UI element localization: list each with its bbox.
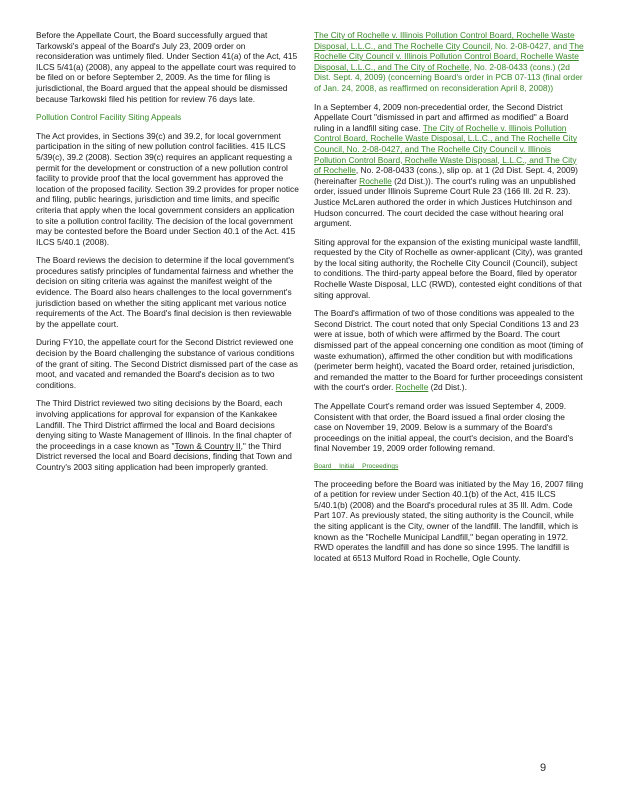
rochelle-short-link-2[interactable]: Rochelle	[395, 382, 429, 393]
board-review-paragraph: The Board reviews the decision to determine if the local government's procedures satisfy principles of fundamental fairness and whether the decision on siting criteria was against the manifest weight of the evidence. The Board also hears challenges to the local government's jurisdiction based on whether the siting applicant met various notice requirements of the Act. The Board's final decision is then reviewable by the appellate court.	[36, 255, 295, 329]
section-heading-siting-appeals: Pollution Control Facility Siting Appeals	[36, 112, 182, 123]
fy10-second-district-paragraph: During FY10, the appellate court for the Second District reviewed one decision by the Board challenging the substance of various conditions of the grant of siting. The Second District dismissed part of the case as moot, and vacated and remanded the Board's decision as to two conditions.	[36, 337, 298, 390]
appellate-argument-paragraph: Before the Appellate Court, the Board successfully argued that Tarkowski's appeal of the Board's July 23, 2009 order on reconsideration was untimely filed. Under Section 41(a) of the Act, 415 ILCS 5/41(a) (2008), any appeal to the appellate court was required to be filed on or before September 2, 2009. As the time for filing is jurisdictional, the Board argued that the appeal should be dismissed because Tarkowski filed his petition for review 76 days late.	[36, 30, 298, 104]
third-district-paragraph: The Third District reviewed two siting decisions by the Board, each involving applications for approval for expansion of the Kankakee Landfill. The Third District affirmed the local and Board decisions denying siting to Waste Management of Illinois. In the final chapter of the proceedings in a case known as "Town & Country II," the Third District reversed the local and Board decisions, finding that Town and Country's 2003 siting application had been improperly granted.	[36, 398, 292, 472]
case-citation: The City of Rochelle v. Illinois Pollution Control Board, Rochelle Waste Disposal, L.L.C., and The Rochelle City Council, No. 2-08-0427, and The Rochelle City Council v. Illinois Pollution Control Board, Rochelle Waste Disposal, L.L.C., and The City of Rochelle, No. 2-08-0433 (cons.) (2d Dist. Sept. 4, 2009) (concerning Board's order in PCB 07-113 (final order of Jan. 24, 2008, as reaffirmed on reconsideration April 8, 2008))	[314, 30, 584, 93]
board-initial-proceedings-heading: Board Initial Proceedings	[314, 462, 399, 470]
siting-approval-paragraph: Siting approval for the expansion of the existing municipal waste landfill, requested by the City of Rochelle as owner-applicant (City), was granted by the local siting authority, the Rochelle City Council (Council), subject to conditions. The third-party appeal before the Board, filed by operator Rochelle Waste Disposal, LLC (RWD), contested eight conditions of that siting approval.	[314, 236, 583, 300]
page-number: 9	[540, 762, 547, 774]
case-citation-link[interactable]: The City of Rochelle v. Illinois Pollution Control Board, Rochelle Waste Disposal, L.L.C., and The Rochelle City Council	[314, 30, 575, 51]
remand-order-paragraph: The Appellate Court's remand order was issued September 4, 2009. Consistent with that order, the Board issued a final order closing the case on November 19, 2009. Below is a summary of the Board's proceedings on the initial appeal, the court's decision, and the Board's final November 19, 2009 order following remand.	[314, 401, 574, 454]
proceeding-initiation-paragraph: The proceeding before the Board was initiated by the May 16, 2007 filing of a petition for review under Section 40.1(b) of the Act, 415 ILCS 5/40.1(b) (2008) and the Board's procedural rules at 35 Ill. Adm. Code Part 107. As previously stated, the siting authority is the Council, while the siting applicant is the City, owner of the landfill. The landfill, which is known as the "Rochelle Municipal Landfill," began operating in 1972. RWD operates the landfill and has done so since 1995. The landfill is located at 6513 Mulford Road in Rochelle, Ogle County.	[314, 478, 584, 563]
act-provisions-paragraph: The Act provides, in Sections 39(c) and 39.2, for local government participation in the siting of new pollution control facilities. 415 ILCS 5/39(c), 39.2 (2008). Section 39(c) requires an applicant requesting a permit for the development or construction of a new pollution control facility to provide proof that the local government has approved the location of the proposed facility. Section 39.2 provides for proper notice and filing, public hearings, jurisdiction and time limits, and specific criteria that apply when the local government considers an application to site a pollution control facility. The decision of the local government may be contested before the Board under Section 40.1 of the Act. 415 ILCS 5/40.1 (2008).	[36, 130, 299, 247]
rochelle-short-link[interactable]: Rochelle	[359, 175, 392, 186]
rochelle-case-link-cont[interactable]: , No. 2-08-0427, and The Rochelle City Council v. Illinois Pollution Control Board, Rochelle Waste Disposal, L.L.C., and The City of Rochelle	[314, 143, 577, 176]
left-column	[36, 30, 302, 481]
board-affirmation-paragraph: The Board's affirmation of two of those conditions was appealed to the Second District. The court noted that only Special Conditions 13 and 23 were at issue, both of which were affirmed by the Board. The court dismissed part of the appeal concerning one condition as moot (timing of waste exhumation), affirmed the other condition but with modifications (perimeter berm height), vacated the Board order, retained jurisdiction, and remanded the matter to the Board for further proceedings consistent with the court's order. Rochelle (2d Dist.).	[314, 308, 584, 393]
rochelle-case-link[interactable]: The City of Rochelle v. Illinois Pollution Control Board, Rochelle Waste Disposal, L.L.C., and The Rochelle City Council	[314, 122, 578, 154]
rochelle-order-paragraph: In a September 4, 2009 non-precedential order, the Second District Appellate Court "dismissed in part and affirmed as modified" a Board ruling in a landfill siting case. The City of Rochelle v. Illinois Pollution Control Board, Rochelle Waste Disposal, L.L.C., and The Rochelle City Council, No. 2-08-0427, and The Rochelle City Council v. Illinois Pollution Control Board, Rochelle Waste Disposal, L.L.C., and The City of Rochelle, No. 2-08-0433 (cons.), slip op. at 1 (2d Dist. Sept. 4, 2009) (hereinafter Rochelle (2d Dist.)). The court's ruling was an unpublished order, issued under Illinois Supreme Court Rule 23 (166 Ill. 2d R. 23). Justice McLaren authored the order in which Justices Hutchinson and Hudson concurred. The court decided the case without hearing oral argument.	[314, 101, 578, 229]
right-column	[314, 30, 584, 571]
case-citation-link-2[interactable]: The Rochelle City Council v. Illinois Pollution Control Board, Rochelle Waste Disposal, L.L.C., and The City of Rochelle	[314, 40, 584, 72]
town-country-link[interactable]: Town & Country II	[174, 440, 241, 451]
